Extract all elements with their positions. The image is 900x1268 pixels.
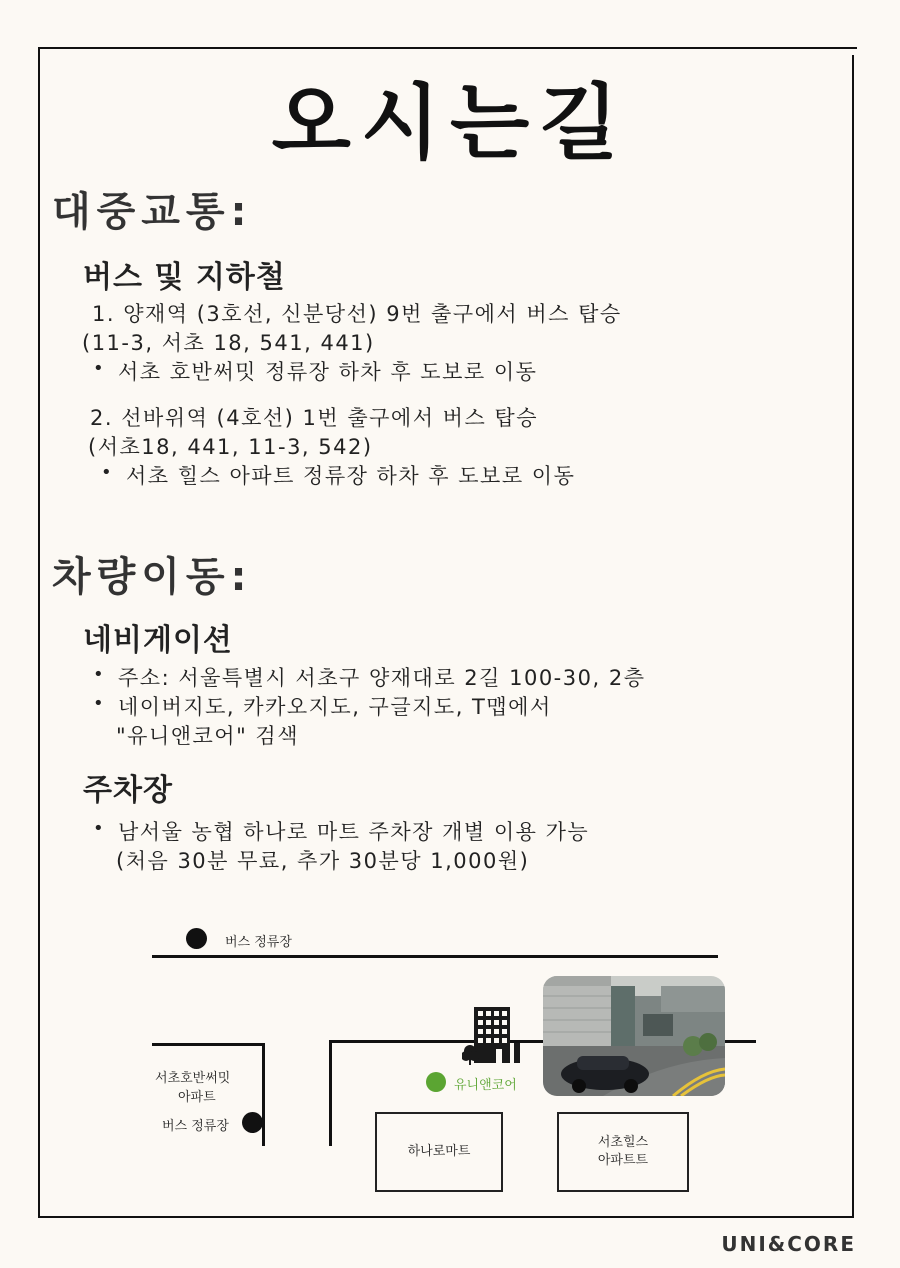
- parking-line1: 남서울 농협 하나로 마트 주차장 개별 이용 가능: [118, 820, 590, 844]
- bullet-icon: •: [93, 358, 104, 379]
- search-line2: "유니앤코어" 검색: [116, 724, 299, 748]
- frame-top-line: [40, 47, 857, 49]
- hills-label-line1: 서초힐스: [597, 1135, 649, 1150]
- route1-line2: (11-3, 서초 18, 541, 441): [82, 331, 375, 355]
- bus-stop-dot: [186, 928, 207, 949]
- road-right-stub: [724, 1040, 756, 1043]
- bullet-icon: •: [93, 693, 104, 714]
- hills-apartment-box: [557, 1112, 689, 1192]
- building-photo: [543, 976, 725, 1096]
- frame-bottom-line: [38, 1216, 854, 1218]
- parking-line2: (처음 30분 무료, 추가 30분당 1,000원): [116, 849, 530, 873]
- navigation-subheading: 네비게이션: [83, 623, 233, 658]
- address-text: 주소: 서울특별시 서초구 양재대로 2길 100-30, 2층: [118, 666, 646, 690]
- brand-logo: UNI&CORE: [721, 1232, 856, 1256]
- route2-line2: (서초18, 441, 11-3, 542): [88, 435, 373, 459]
- apartment-left-line1: 서초호반써밋: [155, 1071, 231, 1086]
- page-title: 오시는길: [271, 76, 629, 171]
- road-left-vertical: [262, 1043, 265, 1146]
- mart-box: [375, 1112, 503, 1192]
- road-middle-vertical: [329, 1040, 332, 1146]
- route2-line1: 2. 선바위역 (4호선) 1번 출구에서 버스 탑승: [90, 406, 538, 430]
- road-top: [152, 955, 718, 958]
- route1-line1: 1. 양재역 (3호선, 신분당선) 9번 출구에서 버스 탑승: [92, 302, 622, 326]
- apartment-left-line2: 아파트: [178, 1090, 216, 1105]
- public-transport-heading: 대중교통:: [52, 189, 253, 235]
- bus-stop-top-label: 버스 정류장: [225, 935, 292, 950]
- hills-label-line2: 아파트트: [597, 1153, 649, 1168]
- bullet-icon: •: [101, 462, 112, 483]
- mart-label: 하나로마트: [407, 1144, 471, 1159]
- car-heading: 차량이동:: [52, 554, 253, 600]
- frame-left-line: [38, 47, 40, 1218]
- road-left-horizontal: [152, 1043, 264, 1046]
- parking-subheading: 주차장: [83, 773, 173, 808]
- bullet-icon: •: [93, 664, 104, 685]
- bus-stop-dot: [242, 1112, 263, 1133]
- route1-bullet: 서초 호반써밋 정류장 하차 후 도보로 이동: [118, 360, 538, 384]
- route2-bullet: 서초 힐스 아파트 정류장 하차 후 도보로 이동: [126, 464, 576, 488]
- company-label: 유니앤코어: [454, 1078, 517, 1093]
- bus-subway-subheading: 버스 및 지하철: [83, 260, 286, 295]
- bus-stop-left-label: 버스 정류장: [162, 1119, 229, 1134]
- building-icon: [462, 1005, 522, 1065]
- search-line1: 네이버지도, 카카오지도, 구글지도, T맵에서: [118, 695, 552, 719]
- company-location-dot: [426, 1072, 446, 1092]
- bullet-icon: •: [93, 818, 104, 839]
- frame-right-line: [852, 55, 854, 1218]
